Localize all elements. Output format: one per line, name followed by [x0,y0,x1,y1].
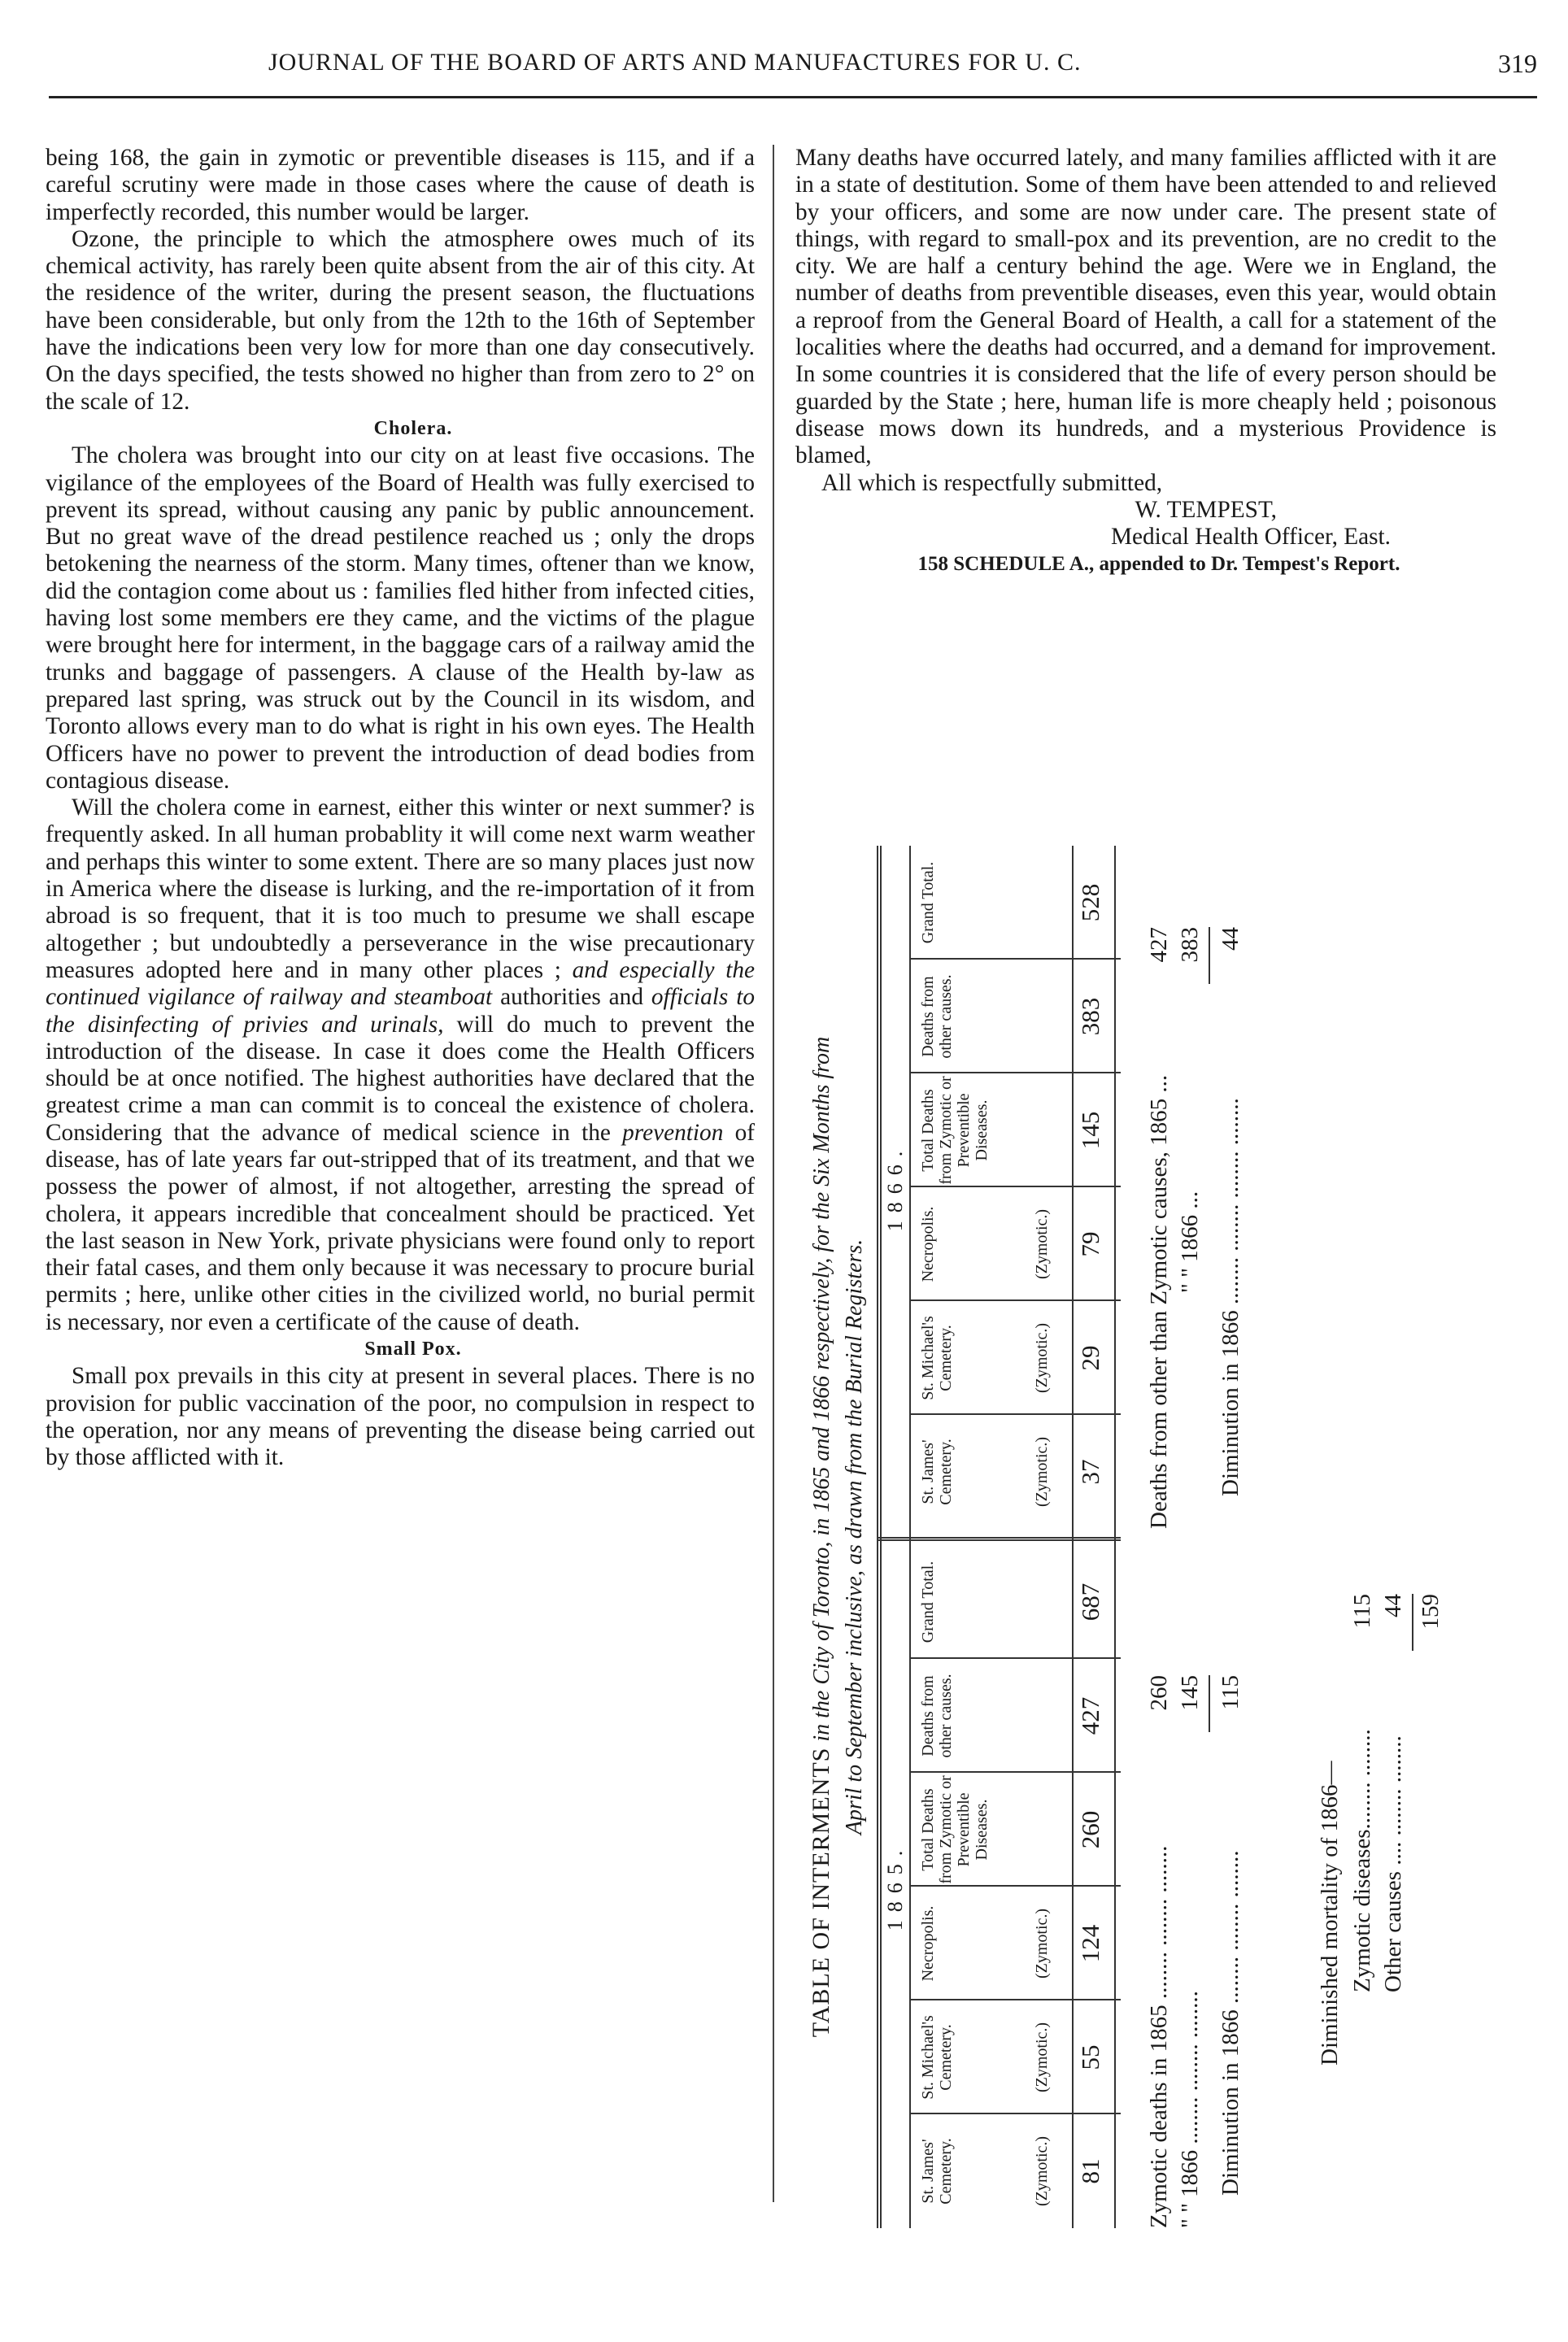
summary-rule [1209,927,1210,984]
column-header-1865-3: Necropolis. [919,1905,937,1982]
diminished-heading: Diminished mortality of 1866— [1317,1761,1343,2066]
diminished-zymotic-value: 115 [1349,1594,1375,1629]
column-header-1866-5: Deaths from other causes. [919,974,955,1059]
column-header-1865-5: Deaths from other causes. [919,1674,955,1758]
column-rule [909,1413,1121,1415]
year-label-1865: 1865. [883,1842,907,1931]
text-run: will do much to prevent the introduction of the disease. In case it does come the Health Officers should be at once notified. The highest authorities have declared that the greatest crime a man can commit is to conceal the existence of cholera. Considering that the advance of medical science in the [46,1011,756,1146]
column-header-1865-6: Grand Total. [919,1561,937,1643]
table-cell-1866-2: 29 [1076,1345,1104,1371]
summary-other-diminution-value: 44 [1217,927,1244,951]
summary-other-diminution-label: Diminution in 1866 ........ ........ ........ ........ [1217,1098,1244,1496]
signature-name: W. TEMPEST, [1135,496,1277,523]
paragraph: Many deaths have occurred lately, and many families afflicted with it are in a state of destitution. Some of them have been attended to and relieved by your officers, and some are now under care. The present state of things, with regard to small-pox and its prevention, are no credit to the city. We are half a century behind the age. Were we in England, the number of deaths from preventible diseases, even this year, would obtain a reproof from the General Board of Health, a call for a statement of the localities where the deaths had occurred, and a demand for improvement. In some countries it is considered that the life of every person should be guarded by the State ; here, human life is more cheaply held ; poisonous disease mows down its hundreds, and a mysterious Providence is blamed, [795,145,1496,469]
column-header-1866-3: Necropolis. [919,1206,937,1282]
diminished-other-value: 44 [1380,1594,1406,1617]
text-run: of disease, has of late years far out-stripped that of its treatment, and that we possess the power of almost, if not altogether, arresting the spread of cholera, it appears incredible that concealment should be practiced. Yet the last season in New York, private physicians were found only to report their fatal cases, and them only because it was necessary to procure burial permits ; here, unlike other cities in the civilized world, no burial permit is necessary, nor even a certificate of the cause of death. [46,1119,756,1335]
summary-other-1866-label: " " 1866 ... [1177,1191,1203,1293]
table-title-caps: TABLE OF INTERMENTS [808,1747,834,2038]
column-rule [909,1186,1121,1187]
table-cell-1865-1: 81 [1076,2158,1104,2184]
section-heading-small-pox: Small Pox. [364,1339,462,1360]
diminished-total-value: 159 [1418,1594,1444,1630]
column-type-1866-3: (Zymotic.) [1033,1208,1051,1280]
summary-rule [1412,1594,1413,1651]
column-type-1865-3: (Zymotic.) [1033,1908,1051,1979]
summary-diminution-label: Diminution in 1866 ........ ........ ........ [1217,1850,1244,2196]
interments-table [789,846,1496,2228]
table-cell-1866-1: 37 [1076,1459,1104,1485]
table-cell-1865-4: 260 [1076,1810,1104,1849]
column-divider [773,145,774,2202]
paragraph: Small pox prevails in this city at present in several places. There is no provision for public vaccination of the poor, no compulsion in respect to the operation, nor any means of preventing the disease being carried out by those afflicted with it. [46,1363,755,1471]
journal-title: JOURNAL OF THE BOARD OF ARTS AND MANUFACTURES FOR U. C. [268,49,1082,76]
summary-other-1865-value: 427 [1146,927,1172,963]
page-header [49,49,1537,109]
column-header-1865-1: St. James' Cemetery. [919,2138,955,2205]
text-run: authorities and [500,984,643,1011]
diminished-other-label: Other causes .... ........ ........ [1380,1735,1406,1992]
column-rule [909,1072,1121,1073]
table-cell-1866-4: 145 [1076,1111,1104,1150]
column-header-1866-6: Grand Total. [919,861,937,944]
column-rule [909,1771,1121,1773]
summary-zymotic-1866-label: " " 1866 ........ ........ ........ [1177,1991,1203,2228]
paragraph-cholera-question [46,794,755,1336]
column-header-1865-2: St. Michael's Cemetery. [919,2015,955,2100]
diminished-zymotic-label: Zymotic diseases........ ........ [1349,1729,1375,1992]
italic-text: prevention [622,1119,724,1146]
column-header-1866-2: St. Michael's Cemetery. [919,1316,955,1400]
text-run: Will the cholera come in earnest, either this winter or next summer? is frequently asked. In all human probablity it will come next warm weather and perhaps this winter to some extent. There are so many places just now in America where the disease is lurking, and the re-importation of it from abroad is so frequent, that it is too much to presume we shall escape altogether ; but undoubtedly a perseverance in the wise precautionary measures adopted here and in many other places ; [46,794,755,983]
column-type-1865-1: (Zymotic.) [1033,2135,1051,2207]
column-header-1866-4: Total Deaths from Zymotic or Preventible Diseases. [919,1076,991,1185]
table-title-line2: April to September inclusive, as drawn from the Burial Registers. [842,1238,867,1835]
column-header-1865-4: Total Deaths from Zymotic or Preventible Diseases. [919,1775,991,1884]
signature-role: Medical Health Officer, East. [1110,524,1391,551]
table-cell-1866-5: 383 [1076,997,1104,1036]
column-type-1866-1: (Zymotic.) [1033,1436,1051,1508]
column-rule [909,2113,1121,2114]
table-cell-1866-6: 528 [1076,883,1104,922]
summary-rule [1209,1675,1210,1732]
summary-zymotic-1866-value: 145 [1177,1675,1203,1711]
year-divider [877,1537,1121,1541]
header-rule [49,96,1537,98]
italic-text: officials to the disinfecting of privies and urinals, [46,984,756,1038]
paragraph: being 168, the gain in zymotic or preventible diseases is 115, and if a careful scrutiny were made in those cases where the cause of death is imperfectly recorded, this number would be larger. [46,145,755,225]
paragraph: The cholera was brought into our city on at least five occasions. The vigilance of the employees of the Board of Health was fully exercised to prevent its spread, without causing any panic by public announcement. But no great wave of the dread pestilence reached us ; only the drops betokening the nearness of the storm. Many times, oftener than we know, did the contagion come about us : families fled hither from infected cities, having lost some members ere they came, and the victims of the plague were brought here for interment, in the baggage cars of a railway amid the trunks and baggage of passengers. A clause of the Health by-law as prepared last spring, was struck out by the Council in its wisdom, and Toronto allows every man to do what is right in his own eyes. The Health Officers have no power to prevent the introduction of dead bodies from contagious disease. [46,442,755,794]
table-cell-1865-5: 427 [1076,1696,1104,1735]
column-rule [909,958,1121,960]
column-rule [909,1999,1121,2000]
closing-line: All which is respectfully submitted, [821,469,1163,496]
column-rule [909,1657,1121,1659]
table-cell-1865-2: 55 [1076,2044,1104,2070]
column-header-1866-1: St. James' Cemetery. [919,1439,955,1505]
interments-table-region [789,846,1496,2228]
paragraph: Ozone, the principle to which the atmosphere owes much of its chemical activity, has rarely been quite absent from the air of this city. At the residence of the writer, during the present season, the fluctuations have been considerable, but only from the 12th to the 16th of September have the indications been very low for more than one day consecutively. On the days specified, the tests showed no higher than from zero to 2° on the scale of 12. [46,225,755,415]
summary-zymotic-1865-value: 260 [1146,1675,1172,1711]
section-heading-cholera: Cholera. [373,417,453,439]
column-rule [909,1299,1121,1301]
left-column [46,145,755,1472]
table-title-rest: in the City of Toronto, in 1865 and 1866 respectively, for the Six Months from [809,1036,834,1742]
summary-other-1866-value: 383 [1177,927,1203,963]
table-cell-1865-6: 687 [1076,1582,1104,1622]
page-number: 319 [1498,49,1537,78]
column-rule [909,1885,1121,1887]
table-title [805,846,871,2228]
summary-diminution-value: 115 [1217,1675,1244,1710]
summary-zymotic-1865-label: Zymotic deaths in 1865 ........ ........ ........ [1146,1845,1172,2228]
column-type-1866-2: (Zymotic.) [1033,1322,1051,1394]
italic-text: and especially the continued vigilance of railway and steamboat [46,956,756,1011]
column-type-1865-2: (Zymotic.) [1033,2022,1051,2093]
right-column [795,145,1496,578]
year-label-1866: 1866. [883,1143,907,1232]
schedule-title: 158 SCHEDULE A., appended to Dr. Tempest's Report. [917,553,1400,576]
table-cell-1866-3: 79 [1076,1231,1104,1257]
table-cell-1865-3: 124 [1076,1924,1104,1963]
summary-other-1865-label: Deaths from other than Zymotic causes, 1865 ... [1146,1074,1172,1529]
